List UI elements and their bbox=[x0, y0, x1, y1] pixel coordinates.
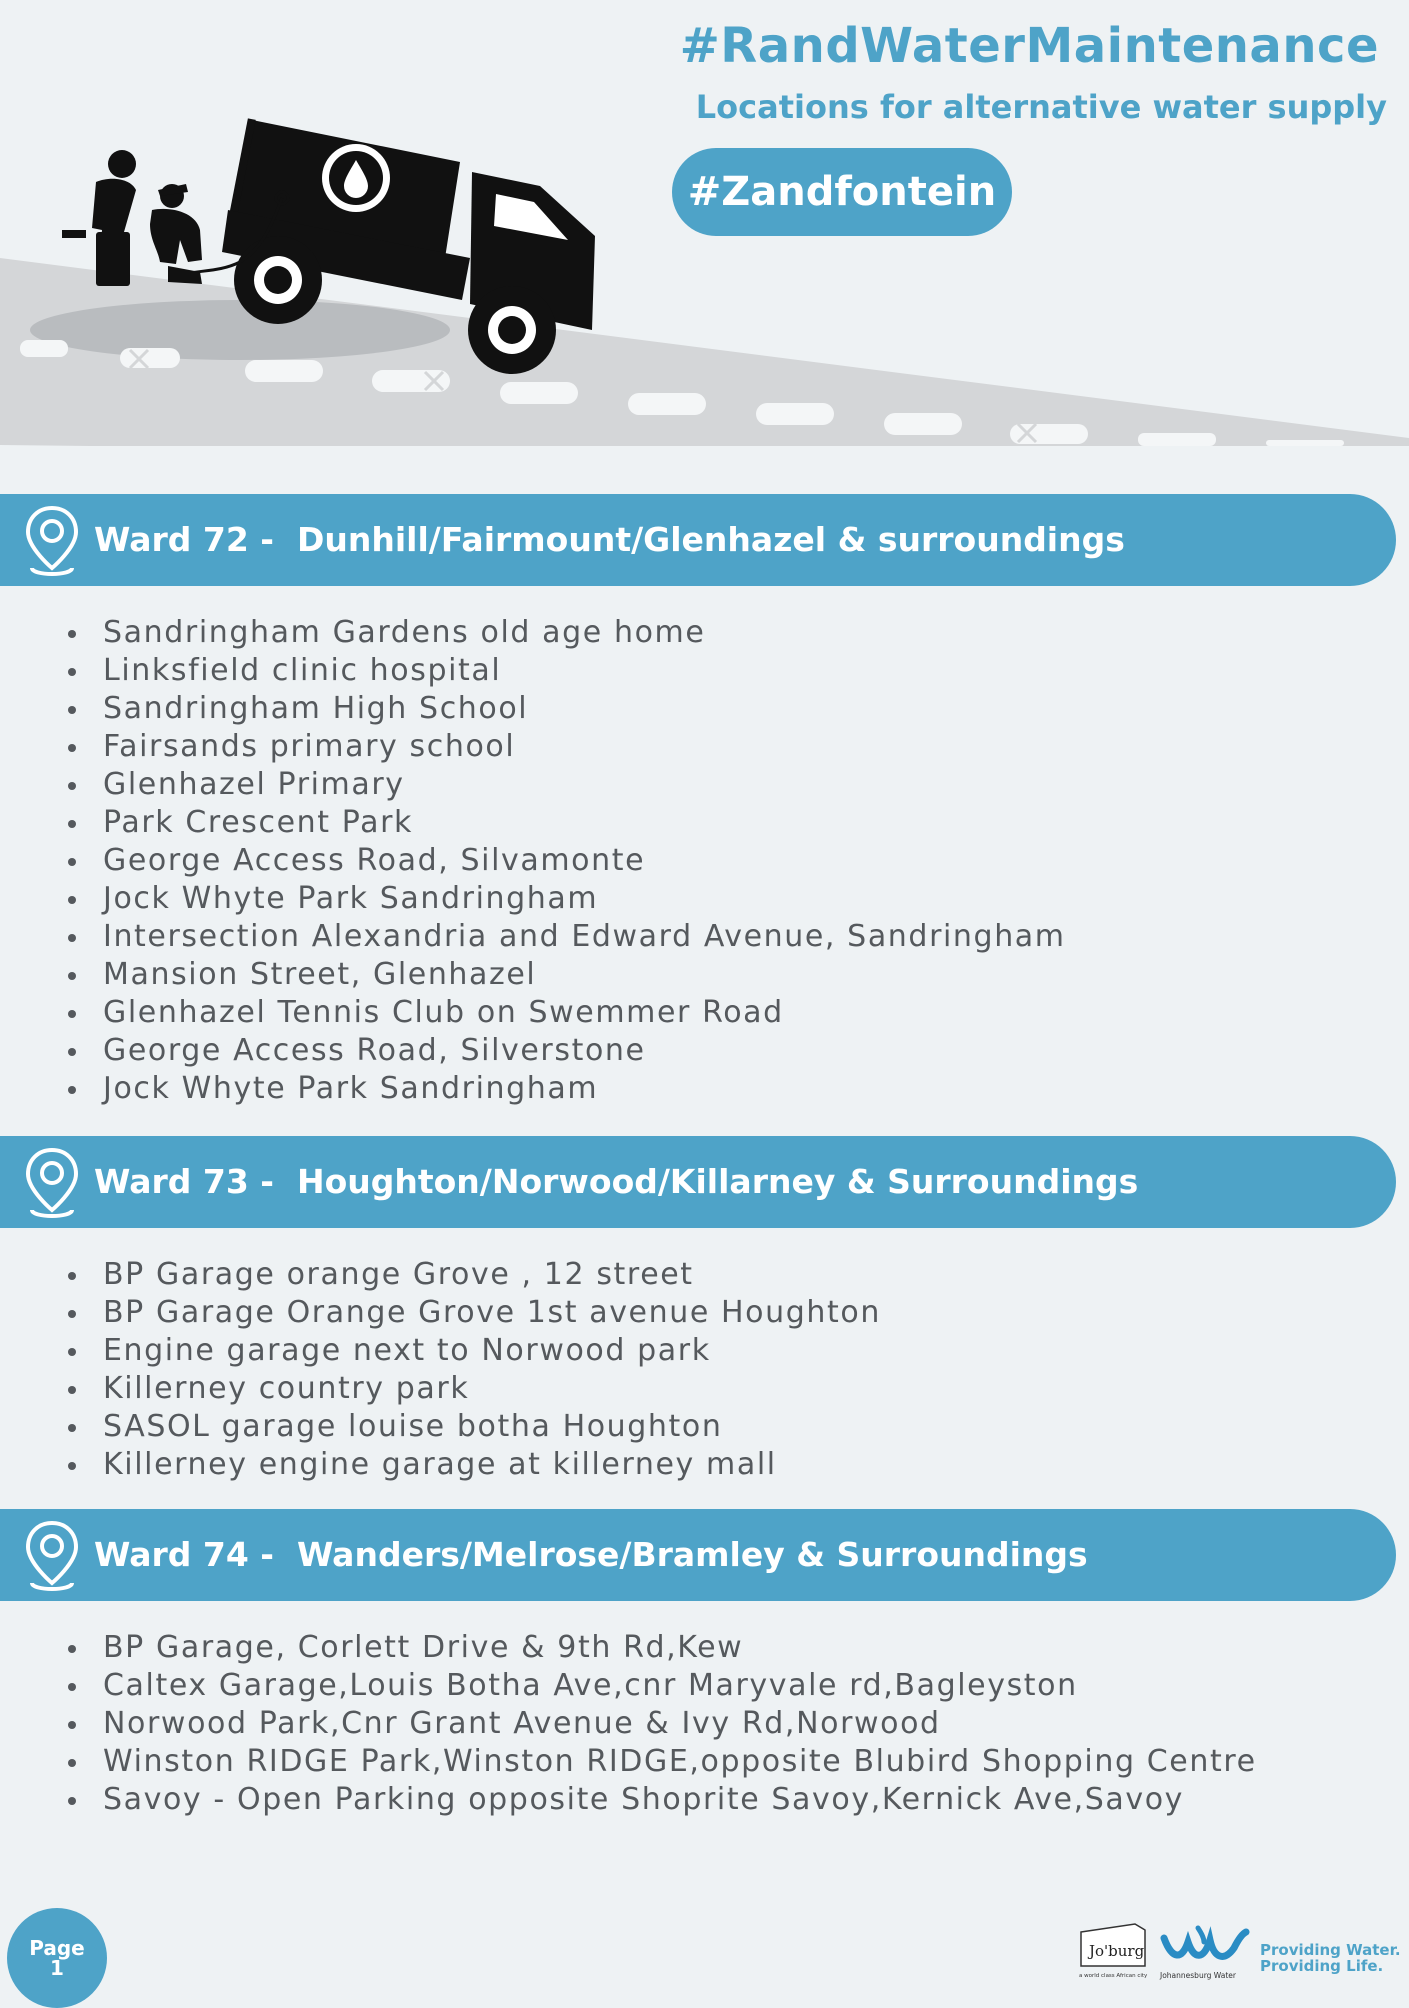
list-item: SASOL garage louise botha Houghton bbox=[103, 1408, 881, 1446]
list-item: Park Crescent Park bbox=[103, 804, 1066, 842]
list-item: Savoy - Open Parking opposite Shoprite Savoy,Kernick Ave,Savoy bbox=[103, 1781, 1257, 1819]
workers-icon bbox=[62, 150, 202, 286]
campaign-hashtag: #RandWaterMaintenance bbox=[679, 18, 1379, 74]
svg-text:a world class African city: a world class African city bbox=[1079, 1973, 1148, 1979]
list-item: Jock Whyte Park Sandringham bbox=[103, 1070, 1066, 1108]
list-item: Killerney engine garage at killerney mall bbox=[103, 1446, 881, 1484]
page-subtitle: Locations for alternative water supply bbox=[695, 88, 1387, 126]
truck-shadow bbox=[30, 300, 450, 360]
list-item: Norwood Park,Cnr Grant Avenue & Ivy Rd,Norwood bbox=[103, 1705, 1257, 1743]
list-item: Caltex Garage,Louis Botha Ave,cnr Maryvale rd,Bagleyston bbox=[103, 1667, 1257, 1705]
location-pin-icon bbox=[20, 1144, 84, 1224]
location-pin-icon bbox=[20, 1517, 84, 1597]
ward-73-header bbox=[0, 1136, 1396, 1228]
page-badge bbox=[7, 1908, 107, 2008]
list-item: Fairsands primary school bbox=[103, 728, 1066, 766]
ward-title: Ward 72 - Dunhill/Fairmount/Glenhazel & surroundings bbox=[94, 520, 1125, 559]
list-item: Jock Whyte Park Sandringham bbox=[103, 880, 1066, 918]
list-item: BP Garage, Corlett Drive & 9th Rd,Kew bbox=[103, 1629, 1257, 1667]
list-item: Intersection Alexandria and Edward Avenue, Sandringham bbox=[103, 919, 1066, 954]
list-item: George Access Road, Silvamonte bbox=[103, 842, 1066, 880]
location-pin-icon bbox=[20, 502, 84, 582]
ward-72-header bbox=[0, 494, 1396, 586]
joburg-logo bbox=[1075, 1920, 1151, 1980]
footer-tagline bbox=[1260, 1942, 1401, 1974]
ward-72-locations bbox=[0, 614, 1066, 1108]
ward-73-locations bbox=[0, 1256, 881, 1484]
location-tag: #Zandfontein bbox=[672, 148, 1012, 236]
list-item: George Access Road, Silverstone bbox=[103, 1032, 1066, 1070]
tagline-line-2: Providing Life. bbox=[1260, 1957, 1384, 1975]
ward-title: Ward 74 - Wanders/Melrose/Bramley & Surroundings bbox=[94, 1535, 1088, 1574]
list-item: Mansion Street, Glenhazel bbox=[103, 956, 1066, 994]
page-number: 1 bbox=[50, 1956, 64, 1980]
svg-text:Jo'burg: Jo'burg bbox=[1089, 1942, 1145, 1960]
johannesburg-water-logo bbox=[1158, 1918, 1250, 1984]
ward-74-header bbox=[0, 1509, 1396, 1601]
list-item: Glenhazel Tennis Club on Swemmer Road bbox=[103, 994, 1066, 1032]
list-item: Glenhazel Primary bbox=[103, 766, 1066, 804]
list-item: Engine garage next to Norwood park bbox=[103, 1332, 881, 1370]
list-item: Sandringham Gardens old age home bbox=[103, 614, 1066, 652]
ward-title: Ward 73 - Houghton/Norwood/Killarney & Surroundings bbox=[94, 1162, 1139, 1201]
svg-text:Johannesburg Water: Johannesburg Water bbox=[1160, 1971, 1236, 1980]
ward-74-locations bbox=[0, 1629, 1257, 1819]
list-item: Linksfield clinic hospital bbox=[103, 652, 1066, 690]
tagline-line-1: Providing Water. bbox=[1260, 1941, 1401, 1959]
list-item: Killerney country park bbox=[103, 1370, 881, 1408]
list-item: Sandringham High School bbox=[103, 690, 1066, 728]
list-item: Winston RIDGE Park,Winston RIDGE,opposite Blubird Shopping Centre bbox=[103, 1744, 1257, 1779]
list-item: BP Garage Orange Grove 1st avenue Houghton bbox=[103, 1295, 881, 1330]
list-item: BP Garage orange Grove , 12 street bbox=[103, 1256, 881, 1294]
page-label: Page bbox=[29, 1936, 85, 1960]
